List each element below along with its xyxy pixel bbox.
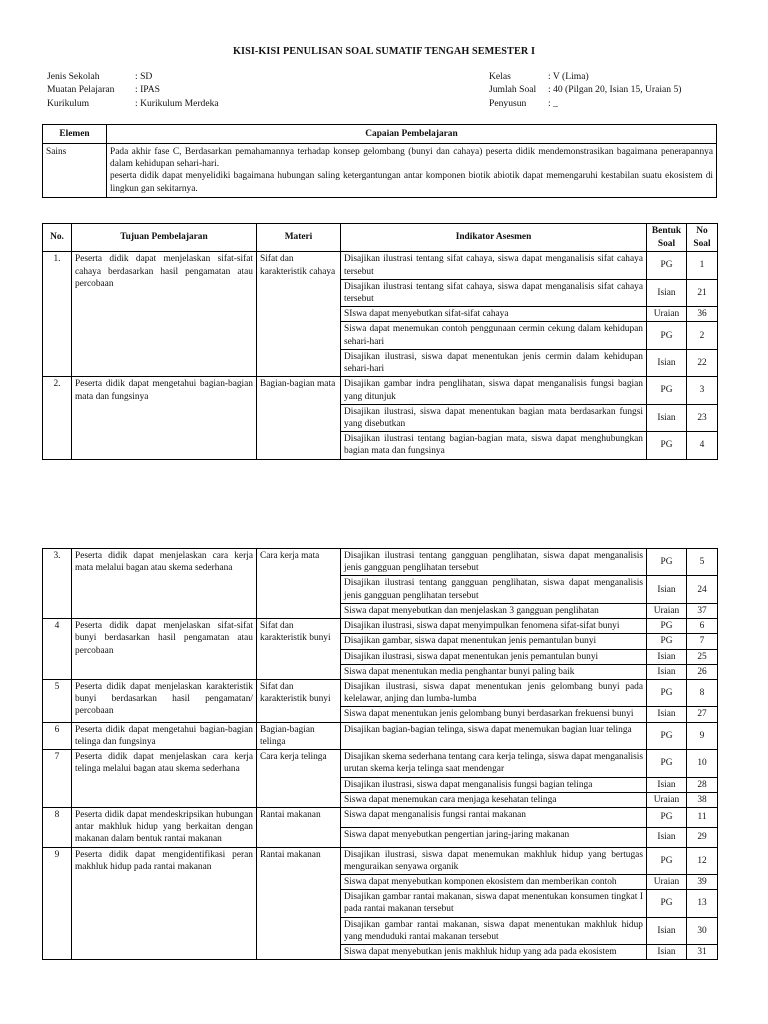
bentuk-soal-cell: PG bbox=[647, 619, 687, 634]
bentuk-soal-cell: Isian bbox=[647, 917, 687, 944]
bentuk-soal-cell: PG bbox=[647, 377, 687, 404]
no-soal-cell: 10 bbox=[687, 750, 718, 777]
row-number: 4 bbox=[43, 619, 72, 680]
bentuk-header-line: Soal bbox=[657, 238, 676, 249]
capaian-text: peserta didik dapat menyelidiki bagaimana hubungan saling ketergantungan antar komponen biotik abiotik dapat memengaruhi kestabilan suatu ekosistem di lingkun gan sekitarnya. bbox=[110, 171, 713, 194]
materi-cell: Bagian-bagian mata bbox=[257, 377, 341, 459]
info-key: Kurikulum bbox=[47, 97, 90, 109]
bentuk-soal-cell: PG bbox=[647, 890, 687, 917]
indikator-cell: Disajikan ilustrasi tentang bagian-bagian mata, siswa dapat menghubungkan bagian mata dan fungsinya bbox=[341, 432, 647, 459]
bentuk-soal-cell: PG bbox=[647, 679, 687, 706]
bentuk-header-line: Bentuk bbox=[651, 226, 682, 236]
no-soal-cell: 5 bbox=[687, 549, 718, 576]
info-row-jumlah-soal bbox=[489, 84, 682, 97]
indikator-cell: Disajikan bagian-bagian telinga, siswa dapat menemukan bagian luar telinga bbox=[341, 722, 647, 749]
indikator-cell: Disajikan ilustrasi tentang gangguan penglihatan, siswa dapat menganalisis jenis gangguan penglihatan tersebut bbox=[341, 576, 647, 603]
no-soal-cell: 13 bbox=[687, 890, 718, 917]
row-number: 6 bbox=[43, 722, 72, 749]
materi-cell: Sifat dan karakteristik bunyi bbox=[257, 619, 341, 680]
no-soal-cell: 7 bbox=[687, 634, 718, 649]
indikator-cell: Siswa dapat menentukan jenis gelombang bunyi berdasarkan frekuensi bunyi bbox=[341, 707, 647, 722]
capaian-cell bbox=[107, 144, 717, 198]
indikator-cell: SIswa dapat menyebutkan sifat-sifat cahaya bbox=[341, 307, 647, 322]
info-row-kelas bbox=[489, 71, 682, 84]
no-soal-cell: 28 bbox=[687, 777, 718, 792]
no-soal-cell: 27 bbox=[687, 707, 718, 722]
bentuk-soal-cell: Isian bbox=[647, 649, 687, 664]
indikator-cell: Siswa dapat menyebutkan jenis makhluk hidup yang ada pada ekosistem bbox=[341, 945, 647, 960]
materi-cell: Sifat dan karakteristik bunyi bbox=[257, 679, 341, 722]
info-right-block bbox=[489, 71, 682, 111]
info-row-kurikulum bbox=[47, 98, 219, 111]
bentuk-soal-cell: PG bbox=[647, 432, 687, 459]
bentuk-soal-cell: PG bbox=[647, 322, 687, 349]
table-row bbox=[43, 722, 718, 749]
no-soal-cell: 2 bbox=[687, 322, 718, 349]
indikator-cell: Disajikan ilustrasi, siswa dapat menganalisis fungsi bagian telinga bbox=[341, 777, 647, 792]
table-row bbox=[43, 252, 718, 279]
no-soal-cell: 1 bbox=[687, 252, 718, 279]
bentuk-soal-cell: PG bbox=[647, 252, 687, 279]
bentuk-soal-cell: PG bbox=[647, 847, 687, 874]
row-number: 5 bbox=[43, 679, 72, 722]
table-row bbox=[43, 679, 718, 706]
bentuk-soal-cell: Uraian bbox=[647, 792, 687, 807]
info-left-block bbox=[47, 71, 219, 111]
indikator-cell: Disajikan ilustrasi, siswa dapat menemukan makhluk hidup yang bertugas menguraikan senyawa organik bbox=[341, 847, 647, 874]
indikator-cell: Siswa dapat menemukan contoh penggunaan cermin cekung dalam kehidupan sehari-hari bbox=[341, 322, 647, 349]
no-soal-cell: 8 bbox=[687, 679, 718, 706]
bentuk-soal-cell: PG bbox=[647, 722, 687, 749]
tujuan-cell: Peserta didik dapat menjelaskan karakteristik bunyi berdasarkan hasil pengamatan/ percobaan bbox=[72, 679, 257, 722]
capaian-header-row bbox=[43, 125, 717, 144]
capaian-table bbox=[42, 124, 717, 198]
info-value: : V (Lima) bbox=[548, 71, 589, 82]
bentuk-soal-cell: Isian bbox=[647, 664, 687, 679]
materi-cell: Sifat dan karakteristik cahaya bbox=[257, 252, 341, 377]
indikator-cell: Siswa dapat menyebutkan komponen ekosistem dan memberikan contoh bbox=[341, 875, 647, 890]
bentuk-soal-cell: PG bbox=[647, 634, 687, 649]
no-soal-cell: 30 bbox=[687, 917, 718, 944]
elemen-cell: Sains bbox=[43, 144, 107, 198]
no-soal-cell: 22 bbox=[687, 349, 718, 376]
bentuk-soal-cell: Isian bbox=[647, 827, 687, 847]
bentuk-soal-cell: PG bbox=[647, 549, 687, 576]
info-row-muatan-pelajaran bbox=[47, 84, 219, 97]
row-number: 7 bbox=[43, 750, 72, 808]
row-number: 2. bbox=[43, 377, 72, 459]
no-soal-cell: 36 bbox=[687, 307, 718, 322]
bentuk-soal-cell: Isian bbox=[647, 707, 687, 722]
info-row-jenis-sekolah bbox=[47, 71, 219, 84]
no-soal-cell: 38 bbox=[687, 792, 718, 807]
tujuan-cell: Peserta didik dapat menjelaskan sifat-sifat cahaya berdasarkan hasil pengamatan atau percobaan bbox=[72, 252, 257, 377]
indikator-cell: Disajikan skema sederhana tentang cara kerja telinga, siswa dapat menganalisis urutan skema kerja telinga saat mendengar bbox=[341, 750, 647, 777]
kisi-kisi-body bbox=[43, 549, 718, 960]
no-soal-cell: 9 bbox=[687, 722, 718, 749]
indikator-cell: Disajikan ilustrasi, siswa dapat menentukan jenis cermin dalam kehidupan sehari-hari bbox=[341, 349, 647, 376]
kisi-kisi-table-continued bbox=[42, 548, 718, 960]
tujuan-cell: Peserta didik dapat mengidentifikasi peran makhluk hidup pada rantai makanan bbox=[72, 847, 257, 960]
capaian-text: Pada akhir fase C, Berdasarkan pemahamannya terhadap konsep gelombang (bunyi dan cahaya) peserta didik mendemonstrasikan bagaimana penerapannya dalam kehidupan sehari-hari. bbox=[110, 147, 713, 170]
tujuan-header: Tujuan Pembelajaran bbox=[72, 224, 257, 252]
bentuk-soal-cell: Isian bbox=[647, 279, 687, 306]
materi-cell: Cara kerja telinga bbox=[257, 750, 341, 808]
materi-header: Materi bbox=[257, 224, 341, 252]
info-value: : _ bbox=[548, 97, 558, 109]
tujuan-cell: Peserta didik dapat menjelaskan sifat-sifat bunyi berdasarkan hasil pengamatan atau percobaan bbox=[72, 619, 257, 680]
indikator-cell: Disajikan ilustrasi, siswa dapat menentukan jenis pemantulan bunyi bbox=[341, 649, 647, 664]
indikator-cell: Disajikan gambar rantai makanan, siswa dapat menentukan makhluk hidup yang menduduki rantai makanan tersebut bbox=[341, 917, 647, 944]
bentuk-soal-cell: Uraian bbox=[647, 603, 687, 618]
row-number: 1. bbox=[43, 252, 72, 377]
elemen-header: Elemen bbox=[43, 125, 107, 144]
row-number: 3. bbox=[43, 549, 72, 619]
materi-cell: Bagian-bagian telinga bbox=[257, 722, 341, 749]
no-soal-header bbox=[687, 224, 718, 252]
tujuan-cell: Peserta didik dapat mendeskripsikan hubungan antar makhluk hidup yang berkaitan dengan makanan dalam bentuk rantai makanan bbox=[72, 807, 257, 847]
bentuk-soal-cell: Isian bbox=[647, 349, 687, 376]
tujuan-cell: Peserta didik dapat mengetahui bagian-bagian mata dan fungsinya bbox=[72, 377, 257, 459]
capaian-header: Capaian Pembelajaran bbox=[107, 125, 717, 144]
info-key: Jumlah Soal bbox=[489, 84, 537, 96]
indikator-cell: Disajikan gambar rantai makanan, siswa dapat menentukan konsumen tingkat I pada rantai makanan tersebut bbox=[341, 890, 647, 917]
info-key: Jenis Sekolah bbox=[47, 71, 100, 82]
table-row bbox=[43, 619, 718, 634]
row-number: 8 bbox=[43, 807, 72, 847]
indikator-cell: Disajikan ilustrasi, siswa dapat menentukan jenis gelombang bunyi pada kelelawar, anjing dan lumba-lumba bbox=[341, 679, 647, 706]
no-soal-cell: 37 bbox=[687, 603, 718, 618]
no-soal-cell: 23 bbox=[687, 404, 718, 431]
indikator-cell: Siswa dapat menyebutkan dan menjelaskan 3 gangguan penglihatan bbox=[341, 603, 647, 618]
capaian-row bbox=[43, 144, 717, 198]
no-header: No. bbox=[43, 224, 72, 252]
no-soal-cell: 3 bbox=[687, 377, 718, 404]
indikator-cell: Disajikan ilustrasi, siswa dapat menyimpulkan fenomena sifat-sifat bunyi bbox=[341, 619, 647, 634]
tujuan-cell: Peserta didik dapat mengetahui bagian-bagian telinga dan fungsinya bbox=[72, 722, 257, 749]
table-header-row bbox=[43, 224, 718, 252]
indikator-cell: Disajikan gambar indra penglihatan, siswa dapat menganalisis fungsi bagian yang ditunjuk bbox=[341, 377, 647, 404]
info-row-penyusun bbox=[489, 98, 682, 111]
no-soal-cell: 24 bbox=[687, 576, 718, 603]
kisi-kisi-body bbox=[43, 224, 718, 460]
no-soal-cell: 39 bbox=[687, 875, 718, 890]
info-value: : SD bbox=[135, 71, 153, 82]
no-soal-cell: 29 bbox=[687, 827, 718, 847]
info-key: Muatan Pelajaran bbox=[47, 84, 115, 96]
materi-cell: Cara kerja mata bbox=[257, 549, 341, 619]
no-soal-cell: 6 bbox=[687, 619, 718, 634]
no-soal-cell: 26 bbox=[687, 664, 718, 679]
table-row bbox=[43, 377, 718, 404]
info-value: : Kurikulum Merdeka bbox=[135, 97, 219, 109]
bentuk-soal-cell: Uraian bbox=[647, 307, 687, 322]
kisi-kisi-table bbox=[42, 223, 718, 460]
table-row bbox=[43, 750, 718, 777]
info-key: Kelas bbox=[489, 71, 511, 82]
bentuk-soal-cell: PG bbox=[647, 750, 687, 777]
bentuk-soal-cell: Isian bbox=[647, 576, 687, 603]
bentuk-soal-cell: PG bbox=[647, 807, 687, 827]
no-soal-header-line: Soal bbox=[693, 238, 711, 249]
table-row bbox=[43, 847, 718, 874]
table-row bbox=[43, 549, 718, 576]
indikator-cell: Disajikan gambar, siswa dapat menentukan jenis pemantulan bunyi bbox=[341, 634, 647, 649]
bentuk-soal-cell: Isian bbox=[647, 945, 687, 960]
indikator-cell: Siswa dapat menentukan media penghantar bunyi paling baik bbox=[341, 664, 647, 679]
info-key: Penyusun bbox=[489, 97, 527, 109]
indikator-header: Indikator Asesmen bbox=[341, 224, 647, 252]
indikator-cell: Siswa dapat menyebutkan pengertian jaring-jaring makanan bbox=[341, 827, 647, 847]
no-soal-cell: 4 bbox=[687, 432, 718, 459]
row-number: 9 bbox=[43, 847, 72, 960]
indikator-cell: Disajikan ilustrasi tentang sifat cahaya, siswa dapat menganalisis sifat cahaya tersebut bbox=[341, 279, 647, 306]
indikator-cell: Disajikan ilustrasi, siswa dapat menentukan bagian mata berdasarkan fungsi yang disebutkan bbox=[341, 404, 647, 431]
tujuan-cell: Peserta didik dapat menjelaskan cara kerja mata melalui bagan atau skema sederhana bbox=[72, 549, 257, 619]
table-row bbox=[43, 807, 718, 827]
materi-cell: Rantai makanan bbox=[257, 847, 341, 960]
no-soal-cell: 11 bbox=[687, 807, 718, 827]
no-soal-cell: 25 bbox=[687, 649, 718, 664]
indikator-cell: Disajikan ilustrasi tentang gangguan penglihatan, siswa dapat menganalisis jenis gangguan penglihatan tersebut bbox=[341, 549, 647, 576]
bentuk-soal-cell: Isian bbox=[647, 404, 687, 431]
indikator-cell: Siswa dapat menemukan cara menjaga kesehatan telinga bbox=[341, 792, 647, 807]
info-value: : 40 (Pilgan 20, Isian 15, Uraian 5) bbox=[548, 84, 682, 96]
bentuk-soal-header bbox=[647, 224, 687, 252]
tujuan-cell: Peserta didik dapat menjelaskan cara kerja telinga melalui bagan atau skema sederhana bbox=[72, 750, 257, 808]
document-title: KISI-KISI PENULISAN SOAL SUMATIF TENGAH SEMESTER I bbox=[232, 46, 536, 57]
no-soal-cell: 12 bbox=[687, 847, 718, 874]
no-soal-cell: 21 bbox=[687, 279, 718, 306]
bentuk-soal-cell: Isian bbox=[647, 777, 687, 792]
no-soal-cell: 31 bbox=[687, 945, 718, 960]
bentuk-soal-cell: Uraian bbox=[647, 875, 687, 890]
no-soal-header-line: No bbox=[696, 226, 708, 236]
indikator-cell: Siswa dapat menganalisis fungsi rantai makanan bbox=[341, 807, 647, 827]
indikator-cell: Disajikan ilustrasi tentang sifat cahaya, siswa dapat menganalisis sifat cahaya tersebut bbox=[341, 252, 647, 279]
info-value: : IPAS bbox=[135, 84, 160, 96]
materi-cell: Rantai makanan bbox=[257, 807, 341, 847]
